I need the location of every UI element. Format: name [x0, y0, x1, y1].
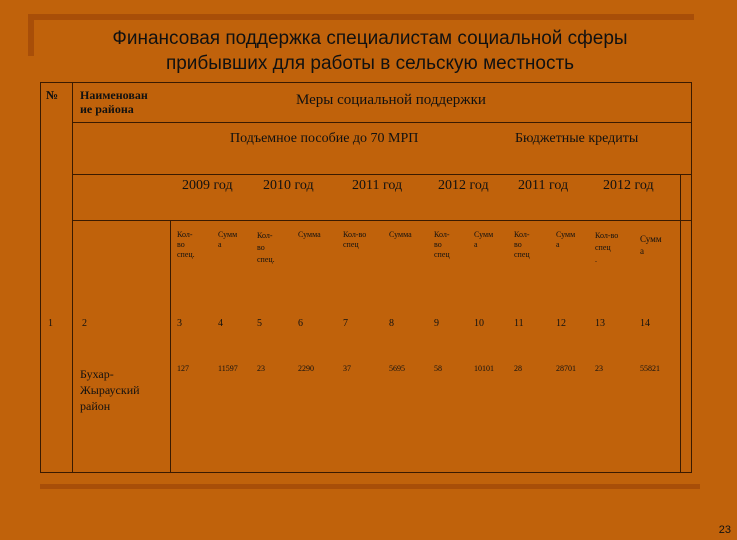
subheader-line: а — [556, 240, 560, 249]
decorative-left-bar — [28, 14, 34, 56]
decorative-bottom-bar — [40, 484, 700, 489]
year-label: 2011 год — [518, 178, 569, 193]
subheader-count — [514, 230, 530, 260]
data-cell: 127 — [177, 364, 189, 373]
subheader-line: спец — [595, 243, 611, 252]
index-cell: 4 — [218, 318, 223, 329]
data-cell: 11597 — [218, 364, 238, 373]
subheader-line: Сумм — [640, 234, 662, 244]
index-cell: 9 — [434, 318, 439, 329]
subheader-line: Кол-во — [595, 231, 619, 240]
index-cell: 12 — [556, 318, 566, 329]
data-cell: 37 — [343, 364, 351, 373]
index-cell: 11 — [514, 318, 524, 329]
subheader-line: во — [177, 240, 185, 249]
subheader-line: Сумма — [298, 230, 321, 239]
subheader-line: Сумм — [474, 230, 494, 239]
subheader-line: Сумм — [218, 230, 238, 239]
year-label: 2009 год — [182, 178, 233, 193]
index-number: 1 — [48, 318, 53, 329]
measures-header: Меры социальной поддержки — [296, 92, 486, 108]
subheader-line: Кол- — [514, 230, 530, 239]
subheader-sum — [640, 233, 662, 257]
grid-line — [72, 220, 692, 221]
subheader-line: во — [257, 243, 265, 252]
allowance-header: Подъемное пособие до 70 МРП — [230, 131, 419, 146]
index-cell: 3 — [177, 318, 182, 329]
subheader-count — [343, 230, 366, 250]
index-cell: 14 — [640, 318, 650, 329]
data-cell: 23 — [595, 364, 603, 373]
title-line-2: прибывших для работы в сельскую местность — [165, 53, 575, 74]
year-label: 2010 год — [263, 178, 314, 193]
subheader-line: а — [474, 240, 478, 249]
subheader-line: спец — [434, 250, 450, 259]
page-number: 23 — [718, 524, 731, 536]
subheader-line: Кол-во — [343, 230, 367, 239]
page-title — [40, 26, 700, 76]
subheader-line: . — [595, 255, 597, 264]
subheader-count — [434, 230, 450, 260]
data-cell: 10101 — [474, 364, 494, 373]
decorative-top-bar — [28, 14, 694, 20]
title-line-1: Финансовая поддержка специалистам социальной сферы — [112, 28, 628, 49]
subheader-sum — [218, 230, 237, 250]
subheader-count — [177, 230, 195, 260]
grid-line — [72, 82, 73, 473]
data-cell: 28 — [514, 364, 522, 373]
index-cell: 7 — [343, 318, 348, 329]
subheader-line: спец. — [257, 255, 275, 264]
subheader-line: Кол- — [257, 231, 273, 240]
data-cell: 55821 — [640, 364, 660, 373]
data-cell: 2290 — [298, 364, 314, 373]
index-cell: 5 — [257, 318, 262, 329]
data-cell: 58 — [434, 364, 442, 373]
year-label: 2012 год — [438, 178, 489, 193]
number-header: № — [46, 88, 59, 102]
grid-line — [170, 220, 171, 473]
district-name-line: Жырауский — [80, 383, 140, 397]
year-label: 2012 год — [603, 178, 654, 193]
district-header-line: ие района — [80, 102, 134, 116]
grid-line — [72, 174, 692, 175]
index-cell: 13 — [595, 318, 605, 329]
subheader-line: Сумма — [389, 230, 412, 239]
grid-line — [680, 174, 681, 473]
district-name — [80, 366, 140, 414]
subheader-sum — [389, 230, 412, 240]
subheader-line: во — [514, 240, 522, 249]
subheader-line: во — [434, 240, 442, 249]
index-cell: 6 — [298, 318, 303, 329]
subheader-line: Кол- — [434, 230, 450, 239]
year-label: 2011 год — [352, 178, 403, 193]
subheader-line: а — [218, 240, 222, 249]
subheader-sum — [556, 230, 575, 250]
data-cell: 23 — [257, 364, 265, 373]
subheader-line: Сумм — [556, 230, 576, 239]
loans-header: Бюджетные кредиты — [515, 131, 639, 146]
subheader-sum — [298, 230, 321, 240]
subheader-line: спец. — [177, 250, 195, 259]
subheader-count — [257, 230, 275, 266]
subheader-line: спец — [514, 250, 530, 259]
subheader-count — [595, 230, 618, 266]
district-name-line: Бухар- — [80, 367, 114, 381]
subheader-line: а — [640, 246, 644, 256]
index-cell: 8 — [389, 318, 394, 329]
district-name-line: район — [80, 399, 111, 413]
subheader-line: Кол- — [177, 230, 193, 239]
subheader-sum — [474, 230, 493, 250]
data-cell: 5695 — [389, 364, 405, 373]
district-header — [80, 88, 148, 116]
grid-line — [72, 122, 692, 123]
index-district: 2 — [82, 318, 87, 329]
subheader-line: спец — [343, 240, 359, 249]
district-header-line: Наименован — [80, 88, 148, 102]
data-cell: 28701 — [556, 364, 576, 373]
index-cell: 10 — [474, 318, 484, 329]
